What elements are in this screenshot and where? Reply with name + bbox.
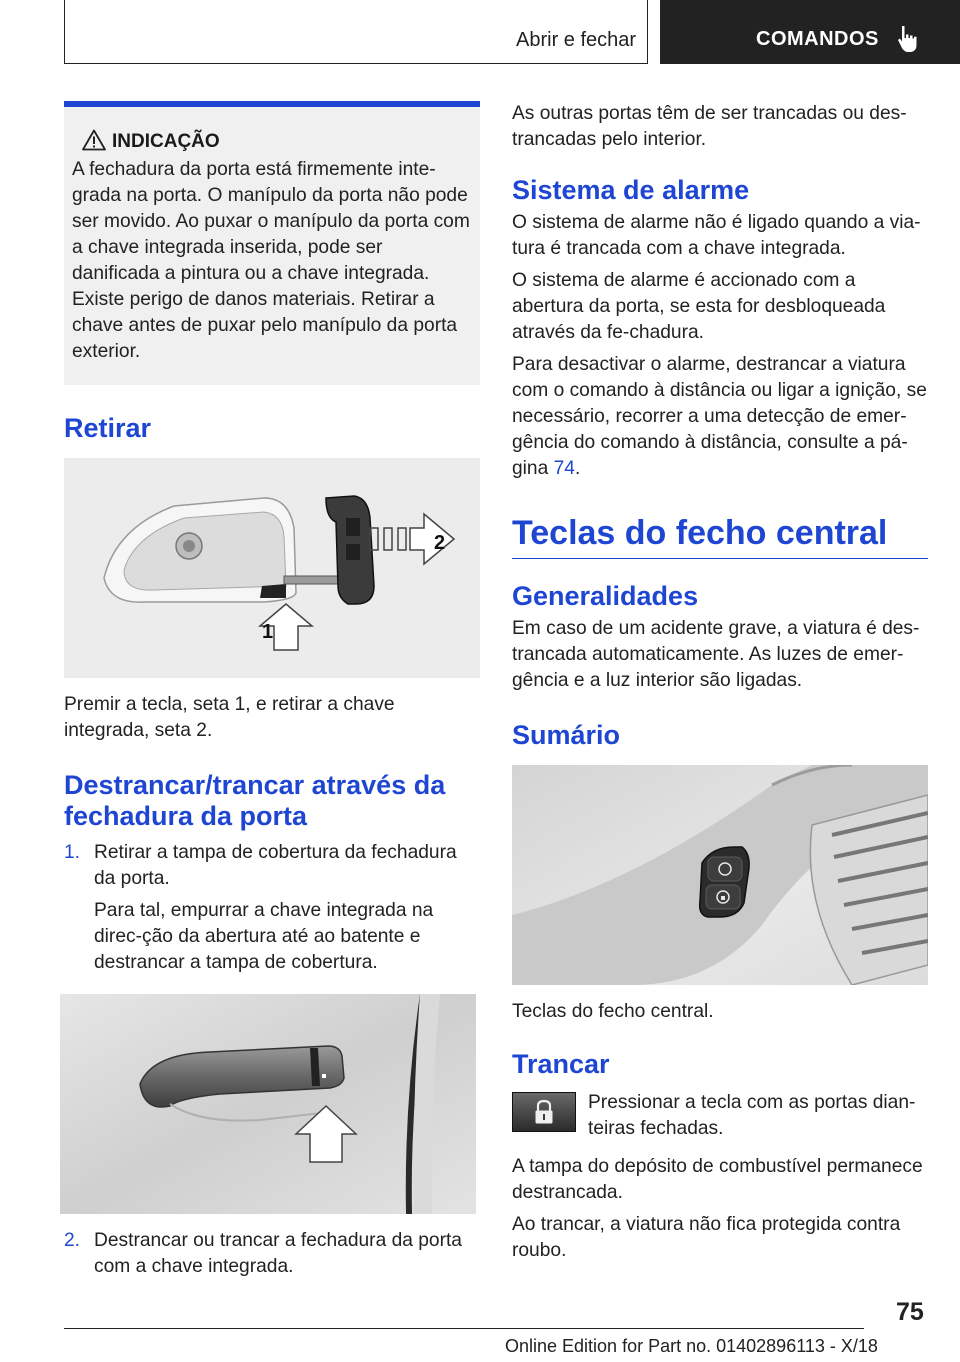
- right-column: [512, 101, 928, 1264]
- caption-retirar: Premir a tecla, seta 1, e retirar a chave integrada, seta 2.: [64, 694, 395, 741]
- figure-key-removal: [64, 458, 480, 678]
- alarme-text-3: [512, 352, 928, 482]
- page-number: 75: [896, 1298, 924, 1326]
- header-chapter-tab: [660, 0, 960, 64]
- notice-box: [64, 101, 480, 385]
- caption-sumario: Teclas do fecho central.: [512, 1001, 714, 1022]
- notice-text: A fechadura da porta está firmemente inte-grada na porta. O manípulo da porta não pode ser movido. Ao puxar o manípulo da porta com a chave integrada inserida, pode ser danificada a pintura ou a chave integrada. Existe perigo de danos materiais. Retirar a chave antes de puxar pelo manípulo da porta exterior.: [72, 159, 470, 362]
- alarme-text-2: O sistema de alarme é accionado com a abertura da porta, se esta for desbloqueada através da fe-chadura.: [512, 270, 886, 343]
- step-text: Destrancar ou trancar a fechadura da porta com a chave integrada.: [94, 1230, 462, 1277]
- footer-edition: Online Edition for Part no. 01402896113 - X/18: [505, 1336, 878, 1356]
- step-number: 1.: [64, 842, 81, 863]
- heading-teclas-fecho-central: Teclas do fecho central: [512, 512, 928, 559]
- step-1: [64, 840, 480, 976]
- steps-list: [64, 840, 480, 976]
- left-column: [64, 101, 480, 1280]
- arrow-label-1: 1: [262, 621, 274, 643]
- heading-trancar: Trancar: [512, 1049, 610, 1079]
- pointing-hand-icon: [896, 24, 922, 54]
- header-section-title: Abrir e fechar: [516, 29, 637, 51]
- heading-sistema-alarme: Sistema de alarme: [512, 175, 750, 205]
- heading-sumario: Sumário: [512, 720, 621, 750]
- alarme-text-3-end: .: [574, 458, 581, 479]
- notice-title: [112, 131, 472, 153]
- heading-generalidades: Generalidades: [512, 581, 699, 611]
- generalidades-text: Em caso de um acidente grave, a viatura é des-trancada automaticamente. As luzes de emer-gência e a luz interior são ligadas.: [512, 618, 920, 691]
- key-removal-illustration: [64, 458, 480, 678]
- figure-central-lock-buttons: [512, 765, 928, 985]
- arrow-label-2: 2: [434, 532, 446, 554]
- central-lock-illustration: [512, 765, 928, 985]
- page-link-74[interactable]: 74: [553, 458, 575, 479]
- step-text: Retirar a tampa de cobertura da fechadura da porta.: [94, 842, 457, 889]
- header-chapter-title: COMANDOS: [756, 28, 879, 50]
- footer-divider: [64, 1328, 864, 1329]
- door-handle-illustration: [60, 994, 476, 1214]
- trancar-instruction: [512, 1090, 928, 1142]
- step-subtext: Para tal, empurrar a chave integrada na direc-ção da abertura até ao batente e destrancar a tampa de cobertura.: [94, 900, 434, 973]
- trancar-text: Pressionar a tecla com as portas dian-teiras fechadas.: [588, 1092, 916, 1139]
- trancar-note-1: A tampa do depósito de combustível permanece destrancada.: [512, 1156, 923, 1203]
- padlock-icon: [512, 1092, 576, 1132]
- figure-door-handle: [60, 994, 476, 1214]
- steps-list-continued: [64, 1228, 480, 1280]
- warning-triangle-icon: [82, 129, 106, 151]
- heading-destrancar: Destrancar/trancar através da fechadura da porta: [64, 770, 446, 831]
- alarme-text-3-body: Para desactivar o alarme, destrancar a viatura com o comando à distância ou ligar a ignição, se necessário, recorrer a uma detecção de emer-gência do comando à distância, consulte a pá-gina: [512, 354, 927, 479]
- step-number: 2.: [64, 1230, 81, 1251]
- intro-text: As outras portas têm de ser trancadas ou des-trancadas pelo interior.: [512, 103, 907, 150]
- heading-retirar: Retirar: [64, 413, 152, 443]
- alarme-text-1: O sistema de alarme não é ligado quando a via-tura é trancada com a chave integrada.: [512, 212, 921, 259]
- step-2: [64, 1228, 480, 1280]
- notice-title-text: INDICAÇÃO: [112, 131, 220, 152]
- trancar-note-2: Ao trancar, a viatura não fica protegida contra roubo.: [512, 1214, 901, 1261]
